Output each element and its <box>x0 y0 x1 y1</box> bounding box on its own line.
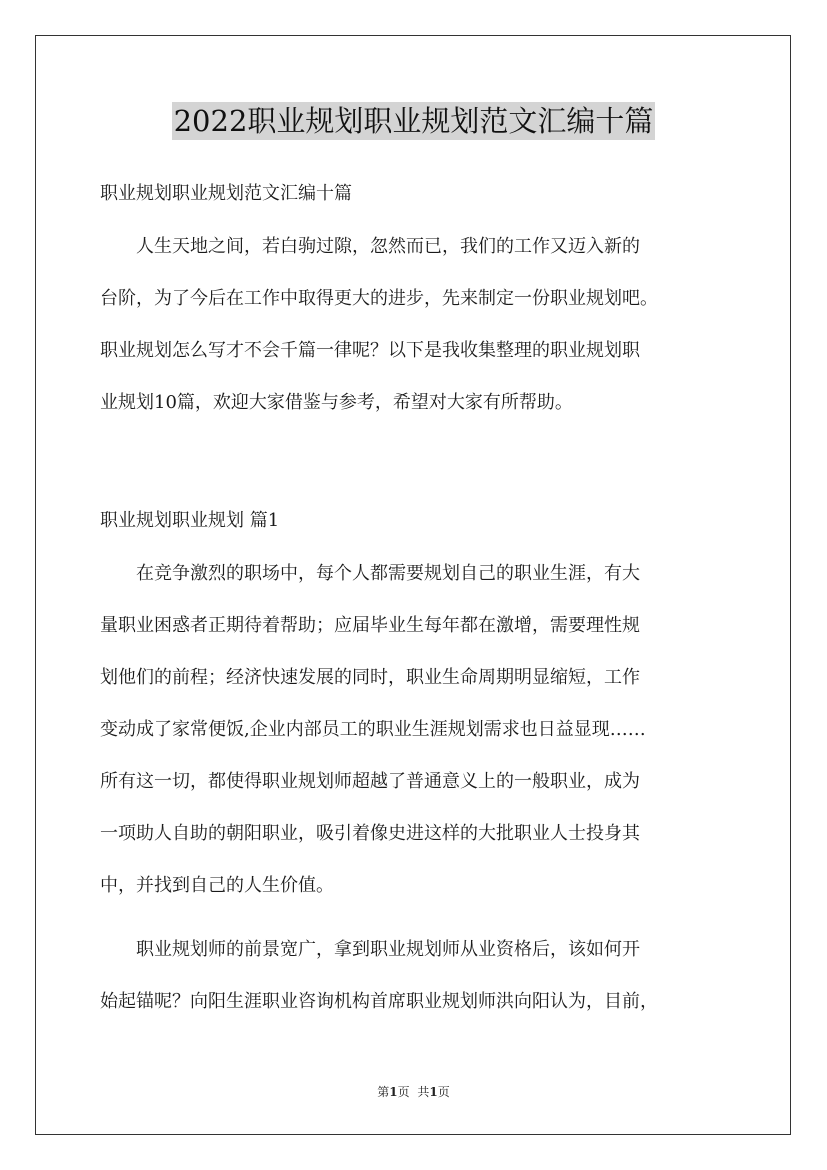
paragraph-line: 职业规划师的前景宽广，拿到职业规划师从业资格后，该如何开 <box>100 939 640 960</box>
footer-total-pages: 1 <box>429 1085 438 1099</box>
paragraph-line: 始起锚呢？向阳生涯职业咨询机构首席职业规划师洪向阳认为，目前， <box>100 991 658 1012</box>
footer-total-prefix: 共 <box>417 1085 430 1099</box>
paragraph-line: 一项助人自助的朝阳职业，吸引着像史进这样的大批职业人士投身其 <box>100 823 640 844</box>
paragraph-line: 业规划10篇，欢迎大家借鉴与参考，希望对大家有所帮助。 <box>100 392 573 413</box>
paragraph-line: 所有这一切，都使得职业规划师超越了普通意义上的一般职业，成为 <box>100 771 640 792</box>
footer-page-suffix: 页 <box>397 1085 410 1099</box>
footer-page-prefix: 第 <box>377 1085 390 1099</box>
footer-total-suffix: 页 <box>437 1085 450 1099</box>
paragraph-line: 量职业困惑者正期待着帮助；应届毕业生每年都在激增，需要理性规 <box>100 615 640 636</box>
paragraph-line: 在竞争激烈的职场中，每个人都需要规划自己的职业生涯，有大 <box>100 563 640 584</box>
section-heading: 职业规划职业规划 篇1 <box>100 510 280 531</box>
paragraph-line: 台阶，为了今后在工作中取得更大的进步，先来制定一份职业规划吧。 <box>100 288 658 309</box>
document-subtitle: 职业规划职业规划范文汇编十篇 <box>100 183 352 204</box>
paragraph-line: 划他们的前程；经济快速发展的同时，职业生命周期明显缩短，工作 <box>100 667 640 688</box>
section1-paragraph-2 <box>100 937 740 1041</box>
paragraph-line: 职业规划怎么写才不会千篇一律呢？以下是我收集整理的职业规划职 <box>100 340 640 361</box>
paragraph-line: 变动成了家常便饭,企业内部员工的职业生涯规划需求也日益显现…… <box>100 719 646 740</box>
paragraph-line: 人生天地之间，若白驹过隙，忽然而已，我们的工作又迈入新的 <box>100 236 640 257</box>
page-footer <box>0 1083 827 1101</box>
footer-page-number: 1 <box>389 1085 398 1099</box>
paragraph-line: 中，并找到自己的人生价值。 <box>100 875 334 896</box>
section1-paragraph-1 <box>100 561 740 925</box>
title-wrap <box>0 102 827 140</box>
intro-paragraph <box>100 234 740 442</box>
document-title: 2022职业规划职业规划范文汇编十篇 <box>173 104 654 138</box>
